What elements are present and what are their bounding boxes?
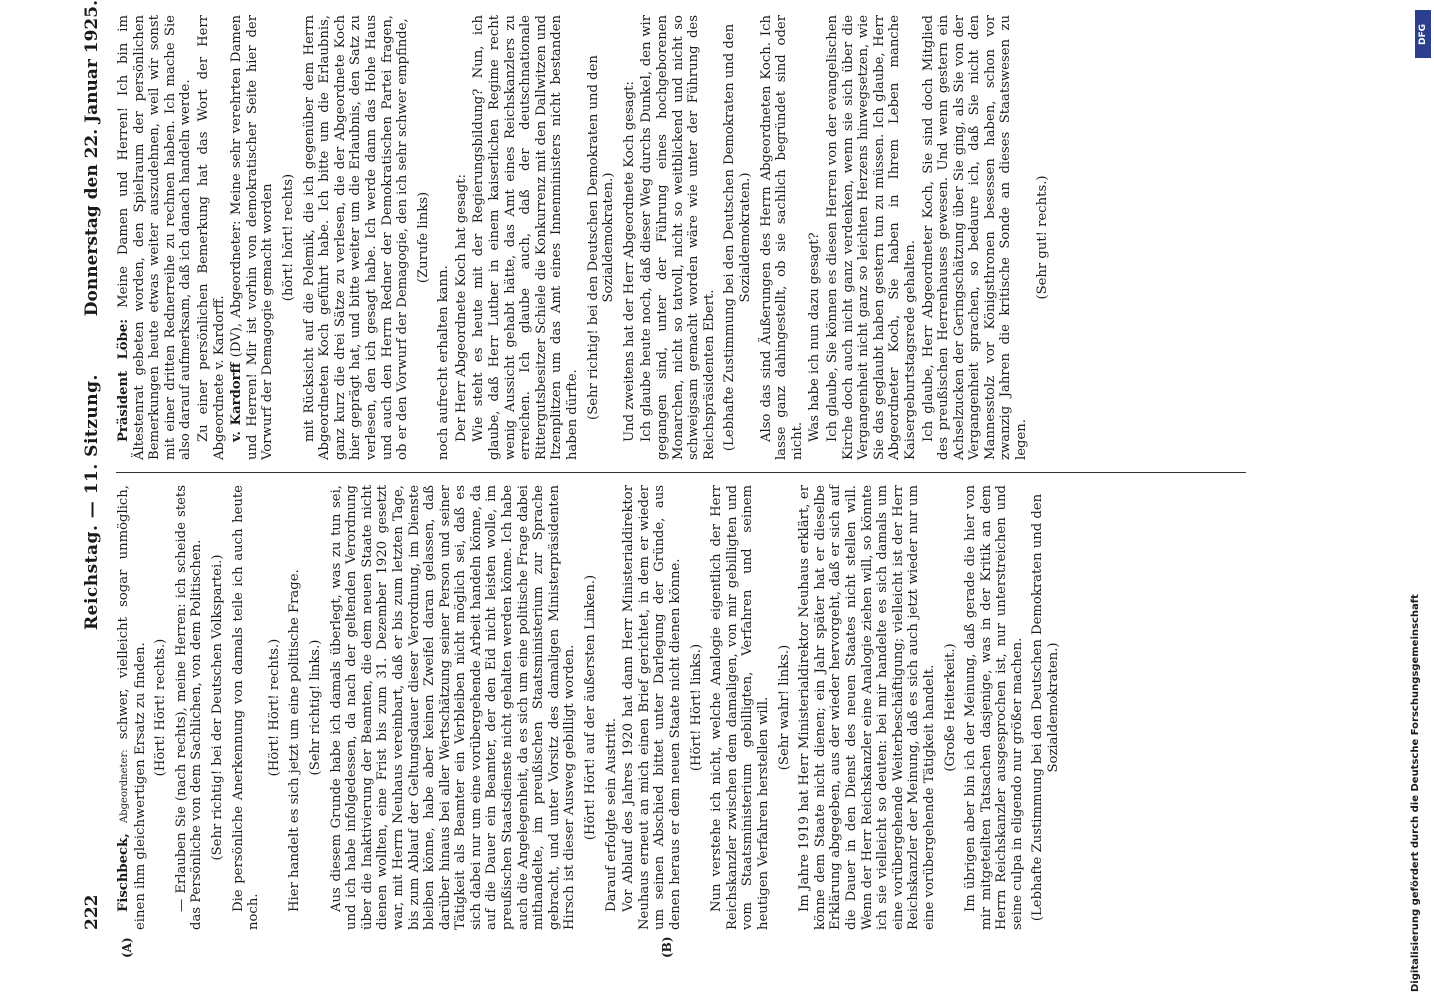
text: Der Herr Abgeordnete Koch hat gesagt: xyxy=(453,174,469,442)
text: Vor Ablauf des Jahres 1920 hat dann Herr Ministerialdirektor Neuhaus erneut an mich einen Brief gerichtet, in dem er wieder um seinen Abschied bittet unter Darlegung der Gründe, aus denen heraus er dem neuen Staate nicht dienen könne. xyxy=(621,485,683,930)
interjection xyxy=(416,15,432,460)
interjection xyxy=(267,485,283,930)
interjection xyxy=(1035,15,1051,460)
margin-mark-b: (B) xyxy=(660,936,674,958)
paragraph xyxy=(825,15,919,460)
interjection xyxy=(153,485,169,930)
text: noch aufrecht erhalten kann. xyxy=(436,265,452,460)
paragraph xyxy=(436,15,452,460)
text: Was habe ich nun dazu gesagt? xyxy=(807,232,823,442)
text: Meine sehr verehrten Damen und Herren! Mir ist vorhin von demokratischer Seite hier der Vorwurf der Demagogie gemacht worden xyxy=(229,14,276,460)
interjection xyxy=(210,485,226,930)
paragraph xyxy=(639,15,717,460)
digitization-credit: Digitalisierung gefördert durch die Deutsche Forschungsgemeinschaft xyxy=(1410,594,1421,992)
paragraph xyxy=(287,485,303,930)
speaker-paragraph xyxy=(116,485,148,930)
text: Ich glaube, Herr Abgeordneter Koch, Sie sind doch Mitglied des preußischen Herrenhauses gewesen. Und wenn gestern ein Achselzucken der Geringschätzung über Sie ging, als Sie von der Vergangenheit sprachen, so bedaure ich, daß Sie nicht den Mannesstolz vor Königsthronen besessen haben, schon vor zwanzig Jahren die kritische Sonde an dieses Staatswesen zu legen. xyxy=(920,15,1030,460)
interjection xyxy=(586,15,617,460)
rotated-scan-page xyxy=(80,0,1320,958)
margin-mark-a: (A) xyxy=(120,937,134,958)
text: Darauf erfolgte sein Austritt. xyxy=(603,718,619,912)
text: (Lebhafte Zustimmung bei den Deutschen Demokraten und den Sozialdemokraten.) xyxy=(722,23,753,452)
text: Also das sind Äußerungen des Herrn Abgeordneten Koch. Ich lasse ganz dahingestellt, ob sie sachlich begründet sind oder nicht. xyxy=(758,15,805,460)
text: Und zweitens hat der Herr Abgeordnete Koch gesagt: xyxy=(621,81,637,442)
session-date: Donnerstag den 22. Januar 1925. xyxy=(82,0,102,317)
speaker-role: (DV), Abgeordneter: xyxy=(229,220,245,358)
text: (Hört! Hört! links.) xyxy=(688,643,704,772)
text: Nun verstehe ich nicht, welche Analogie eigentlich der Herr Reichskanzler zwischen dem damaligen, von mir gebilligten und vom Staatsministerium gebilligten, Verfahren und seinem heutigen Verfahren herstellen will. xyxy=(709,485,771,930)
interjection xyxy=(777,485,793,930)
text: Im Jahre 1919 hat Herr Ministerialdirektor Neuhaus erklärt, er könne dem Staate nicht dienen; ein Jahr später hat er dieselbe Erklärung abgegeben, aus der wieder hervorgeht, daß er sich auf die Dauer in den Dienst des neuen Staates nicht stellen will. Wenn der Herr Reichskanzler eine Analogie ziehen will, so könnte ich sie vielleicht so deuten: bei mir handelte es sich damals um eine vorübergehende Weiterbeschäftigung; vielleicht ist der Herr Reichskanzler der Meinung, daß es sich auch jetzt wieder nur um eine vorübergehende Tätigkeit handelt. xyxy=(797,485,937,930)
paragraph xyxy=(471,15,580,460)
text: (Sehr richtig! bei der Deutschen Volkspartei.) xyxy=(209,554,225,861)
interjection xyxy=(722,15,753,460)
page-number: 222 xyxy=(82,894,102,930)
paragraph xyxy=(807,15,823,460)
text: Meine Damen und Herren! Ich bin im Ältestenrat gebeten worden, den Spielraum der persönlichen Bemerkungen heute etwas weiter auszudehnen, weil wir sonst mit einer dritten Rednerreihe zu rechnen haben. Ich mache Sie also darauf aufmerksam, daß ich danach handeln werde. xyxy=(116,15,194,460)
paragraph xyxy=(196,15,227,460)
text: (Sehr gut! rechts.) xyxy=(1034,175,1050,300)
paragraph xyxy=(963,485,1025,930)
speaker-paragraph xyxy=(116,15,194,460)
interjection xyxy=(689,485,705,930)
column-divider xyxy=(116,472,1246,473)
paragraph xyxy=(302,15,411,460)
text: Hier handelt es sich jetzt um eine politische Frage. xyxy=(287,569,303,912)
speaker-role: Abgeordneter: xyxy=(119,749,130,823)
text: (Sehr wahr! links.) xyxy=(776,644,792,771)
text: (Zurufe links) xyxy=(415,191,431,284)
interjection xyxy=(281,15,297,460)
text: — Erlauben Sie (nach rechts), meine Herren: ich scheide stets das Persönliche von dem Sachlichen, von dem Politischen. xyxy=(173,485,205,930)
paragraph xyxy=(622,15,638,460)
text: Die persönliche Anerkennung von damals teile ich auch heute noch. xyxy=(230,485,262,930)
text: (Große Heiterkeit.) xyxy=(942,643,958,772)
text: Aus diesem Grunde habe ich damals überlegt, was zu tun sei, und ich habe infolgedessen, da nach der geltenden Verordnung über die Inaktivierung der Beamten, die dem neuen Staate nicht dienen wollten, eine Frist bis zum 31. Dezember 1920 gesetzt war, mit Herrn Neuhaus vereinbart, daß er bis zum letzten Tage, bis zum Ablauf der Geltungsdauer dieser Verordnung, im Dienste bleiben könne, habe aber keinen Zweifel daran gelassen, daß darüber hinaus bei aller Wertschätzung seiner Person und seiner Tätigkeit als Beamter ein Verbleiben nicht möglich sei, daß es sich dabei nur um eine vorübergehende Arbeit handeln könne, da auf die Dauer ein Beamter, der den Eid nicht leisten wolle, im preußischen Staatsdienste nicht gehalten werden könne. Ich habe auch die Angelegenheit, da es sich um eine politische Frage dabei mithandelte, im preußischen Staatsministerium zur Sprache gebracht, und unter Vorsitz des damaligen Ministerpräsidenten Hirsch ist dieser Ausweg gebilligt worden. xyxy=(328,485,578,930)
speaker-paragraph xyxy=(229,15,276,460)
text: schwer, vielleicht sogar unmöglich, einen ihm gleichwertigen Ersatz zu finden. xyxy=(116,485,148,930)
paragraph xyxy=(797,485,937,930)
speaker-name: Fischbeck, xyxy=(116,833,131,912)
paragraph xyxy=(329,485,579,930)
session-title: Reichstag. — 11. Sitzung. xyxy=(82,374,102,630)
page-header xyxy=(80,0,112,930)
text: (Sehr richtig! links.) xyxy=(307,639,323,776)
text: Im übrigen aber bin ich der Meinung, daß gerade die hier von mir mitgeteilten Tatsachen dasjenige, was in der Kritik an dem Herrn Reichskanzler ausgesprochen ist, nur unterstreichen und seine culpa in eligendo nur größer machen. xyxy=(963,485,1025,930)
text: (hört! hört! rechts) xyxy=(280,173,296,302)
text: (Lebhafte Zustimmung bei den Deutschen Demokraten und den Sozialdemokraten.) xyxy=(1030,493,1062,922)
text: (Sehr richtig! bei den Deutschen Demokraten und den Sozialdemokraten.) xyxy=(585,55,617,420)
text: (Hört! Hört! auf der äußersten Linken.) xyxy=(583,574,599,841)
paragraph xyxy=(231,485,262,930)
speaker-name: v. Kardorff xyxy=(229,362,245,442)
paragraph xyxy=(921,15,1030,460)
paragraph xyxy=(621,485,683,930)
speaker-name: Präsident Löbe: xyxy=(116,318,131,442)
text: Zu einer persönlichen Bemerkung hat das Wort der Herr Abgeordnete v. Kardorff. xyxy=(195,15,227,460)
text: Ich glaube heute noch, daß dieser Weg durchs Dunkel, den wir gegangen sind, unter der Führung eines hochgeborenen Monarchen, nicht so tatvoll, nicht so weitblickend und nicht so schweigsam gemacht worden wäre wie unter der Führung des Reichspräsidenten Ebert. xyxy=(639,15,717,460)
paragraph xyxy=(759,15,806,460)
interjection xyxy=(943,485,959,930)
interjection xyxy=(308,485,324,930)
interjection xyxy=(1030,485,1061,930)
text: (Hört! Hört! rechts.) xyxy=(266,638,282,777)
paragraph xyxy=(709,485,771,930)
interjection xyxy=(583,485,599,930)
text: mit Rücksicht auf die Polemik, die ich gegenüber dem Herrn Abgeordneten Koch geführt habe. Ich bitte um die Erlaubnis, ganz kurz die drei Sätze zu verlesen, die der Abgeordnete Koch hier geprägt hat, und bitte weiter um die Erlaubnis, den Satz zu verlesen, den ich gesagt habe. Ich werde dann das Hohe Haus und auch den Herrn Redner der Demokratischen Partei fragen, ob er den Vorwurf der Demagogie, den ich sehr schwer empfinde, xyxy=(301,15,411,460)
paragraph xyxy=(604,485,620,930)
left-column xyxy=(116,485,1067,930)
right-column xyxy=(116,15,1055,460)
paragraph xyxy=(454,15,470,460)
text: Ich glaube, Sie können es diesen Herren von der evangelischen Kirche doch auch nicht ganz verdenken, wenn sie sich über die Vergangenheit nicht ganz so leichten Herzens hinwegsetzen, wie Sie das geglaubt haben gestern tun zu müssen. Ich glaube, Herr Abgeordneter Koch, Sie haben in Ihrem Leben manche Kaisergeburtstagsrede gehalten. xyxy=(824,15,918,460)
text: Wie steht es heute mit der Regierungsbildung? Nun, ich glaube, daß Herr Luther in einem kaiserlichen Regime recht wenig Aussicht gehabt hätte, das Amt eines Reichskanzlers zu erreichen. Ich glaube auch, daß der deutschnationale Rittergutsbesitzer Schiele die Konkurrenz mit den Dallwitzen und Itzenplitzen um das Amt eines Innenministers nicht bestanden haben dürfte. xyxy=(471,15,581,460)
text: (Hört! Hört! rechts.) xyxy=(153,638,169,777)
paragraph xyxy=(174,485,205,930)
dfg-logo: DFG xyxy=(1415,10,1431,58)
